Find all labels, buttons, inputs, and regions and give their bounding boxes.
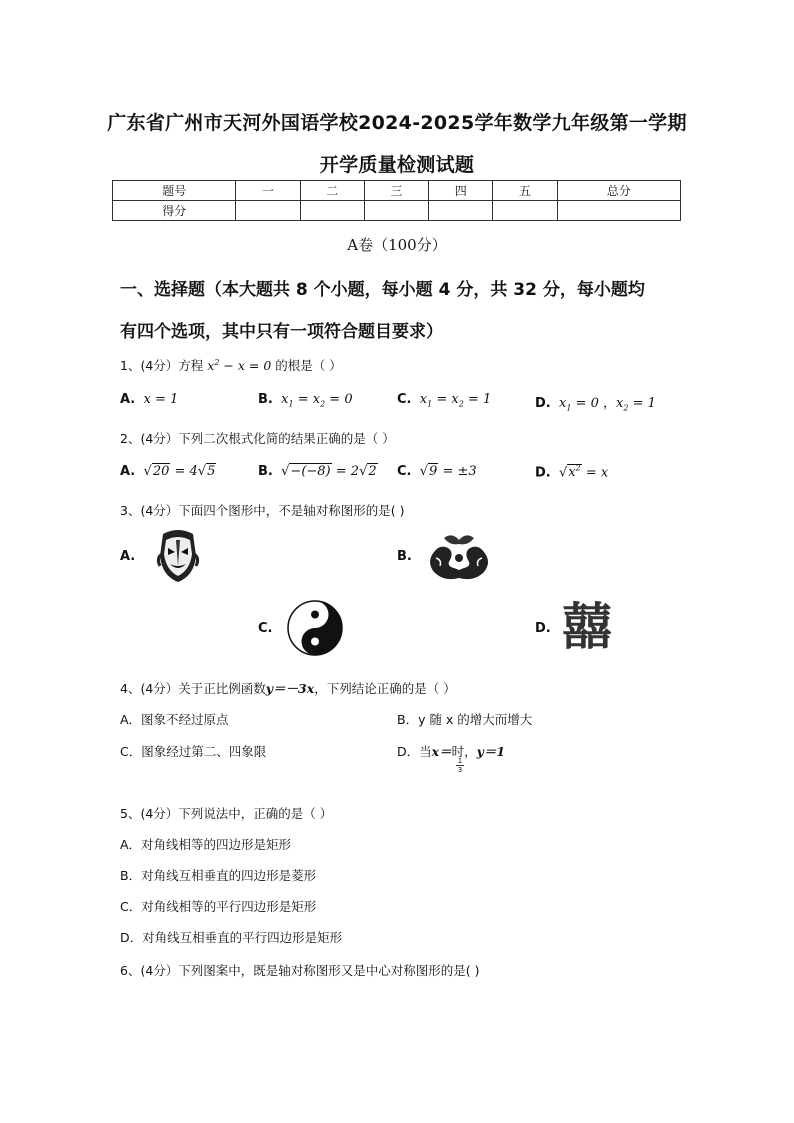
q4-d-prefix: D．当 bbox=[397, 744, 432, 759]
score-cell: 四 bbox=[429, 181, 493, 201]
option-label: D. bbox=[535, 465, 551, 481]
score-table-header-row bbox=[113, 181, 681, 201]
q3-option-b[interactable] bbox=[397, 549, 412, 564]
question-2: 2、(4分）下列二次根式化简的结果正确的是（ ） bbox=[120, 431, 395, 446]
question-6: 6、(4分）下列图案中，既是轴对称图形又是中心对称图形的是( ) bbox=[120, 963, 480, 978]
q2-option-b[interactable]: B. √−(−8) = 2√2 bbox=[258, 464, 377, 479]
question-3: 3、(4分）下面四个图形中，不是轴对称图形的是( ) bbox=[120, 503, 405, 518]
yin-yang-image bbox=[286, 599, 344, 657]
score-cell-empty bbox=[557, 201, 680, 221]
question-4-function: y＝－3x bbox=[265, 681, 315, 696]
section-heading-line1: 一、选择题（本大题共 8 个小题，每小题 4 分，共 32 分，每小题均 bbox=[120, 280, 645, 300]
question-1 bbox=[120, 356, 342, 374]
q2-option-c[interactable]: C. √9 = ±3 bbox=[397, 464, 477, 479]
question-5: 5、(4分）下列说法中，正确的是（ ） bbox=[120, 806, 333, 821]
option-label: A. bbox=[120, 549, 136, 564]
option-label: D. bbox=[535, 396, 551, 411]
score-cell-empty bbox=[300, 201, 364, 221]
fraction-numerator: 1 bbox=[457, 757, 463, 765]
opera-mask-image bbox=[148, 526, 208, 586]
q4-option-a[interactable]: A．图象不经过原点 bbox=[120, 712, 229, 727]
part-label: A卷（100分） bbox=[347, 236, 447, 254]
score-cell: 题号 bbox=[113, 181, 236, 201]
score-cell-empty bbox=[429, 201, 493, 221]
q4-d-suffix: 时， bbox=[451, 744, 477, 759]
dragon-pattern-image bbox=[424, 530, 494, 585]
score-cell-empty bbox=[364, 201, 428, 221]
question-4 bbox=[120, 679, 456, 697]
option-label: B. bbox=[258, 392, 273, 407]
option-label: C. bbox=[258, 621, 273, 636]
q3-option-d[interactable] bbox=[535, 621, 551, 636]
question-4-prefix: 4、(4分）关于正比例函数 bbox=[120, 681, 266, 696]
q5-option-b[interactable]: B．对角线互相垂直的四边形是菱形 bbox=[120, 868, 317, 883]
q5-option-a[interactable]: A．对角线相等的四边形是矩形 bbox=[120, 837, 292, 852]
q4-option-c[interactable]: C．图象经过第二、四象限 bbox=[120, 744, 267, 759]
q1-option-b[interactable]: B. $x_1 = x_2 = 0$ bbox=[258, 392, 353, 409]
q4-d-y: y＝1 bbox=[476, 744, 506, 759]
score-cell: 二 bbox=[300, 181, 364, 201]
section-heading-line2: 有四个选项，其中只有一项符合题目要求） bbox=[120, 322, 443, 342]
q1-option-c[interactable]: C. $x_1 = x_2 = 1$ bbox=[397, 392, 492, 409]
option-label: C. bbox=[397, 464, 412, 479]
fraction-denominator: 3 bbox=[457, 766, 463, 774]
q4-option-d[interactable] bbox=[397, 742, 505, 760]
q4-option-b[interactable]: B．y 随 x 的增大而增大 bbox=[397, 712, 533, 727]
q1-option-a[interactable]: A. x = 1 bbox=[120, 392, 179, 407]
q2-option-d[interactable]: D. $√x^2 = x$ bbox=[535, 464, 609, 481]
question-1-prefix: 1、(4分）方程 bbox=[120, 358, 204, 373]
option-label: B. bbox=[397, 549, 412, 564]
question-4-suffix: ，下列结论正确的是（ ） bbox=[314, 681, 456, 696]
option-label: C. bbox=[397, 392, 412, 407]
exam-title-line1: 广东省广州市天河外国语学校2024-2025学年数学九年级第一学期 bbox=[107, 112, 687, 134]
score-cell: 总分 bbox=[557, 181, 680, 201]
q5-option-c[interactable]: C．对角线相等的平行四边形是矩形 bbox=[120, 899, 317, 914]
q4-fraction bbox=[456, 757, 464, 774]
q5-option-d[interactable]: D．对角线互相垂直的平行四边形是矩形 bbox=[120, 930, 343, 945]
exam-title-line2: 开学质量检测试题 bbox=[319, 154, 475, 176]
option-label: A. bbox=[120, 464, 136, 479]
option-label: B. bbox=[258, 464, 273, 479]
question-1-equation: $x^2 - x = 0$ bbox=[207, 357, 272, 373]
question-1-suffix: 的根是（ ） bbox=[275, 358, 342, 373]
score-table-score-row bbox=[113, 201, 681, 221]
score-cell: 三 bbox=[364, 181, 428, 201]
q4-d-x: x＝ bbox=[431, 744, 452, 759]
score-cell: 得分 bbox=[113, 201, 236, 221]
score-cell-empty bbox=[493, 201, 557, 221]
score-table bbox=[112, 180, 681, 221]
option-label: D. bbox=[535, 621, 551, 636]
option-label: A. bbox=[120, 392, 136, 407]
q1-option-d[interactable]: D. $x_1 = 0$ ，$x_2 = 1$ bbox=[535, 396, 656, 413]
q3-option-c[interactable] bbox=[258, 621, 272, 636]
score-cell-empty bbox=[236, 201, 300, 221]
score-cell: 一 bbox=[236, 181, 300, 201]
double-happiness-glyph: 囍 bbox=[562, 598, 612, 656]
q3-option-a[interactable] bbox=[120, 549, 135, 564]
score-cell: 五 bbox=[493, 181, 557, 201]
q2-option-a[interactable]: A. √20 = 4√5 bbox=[120, 464, 216, 479]
